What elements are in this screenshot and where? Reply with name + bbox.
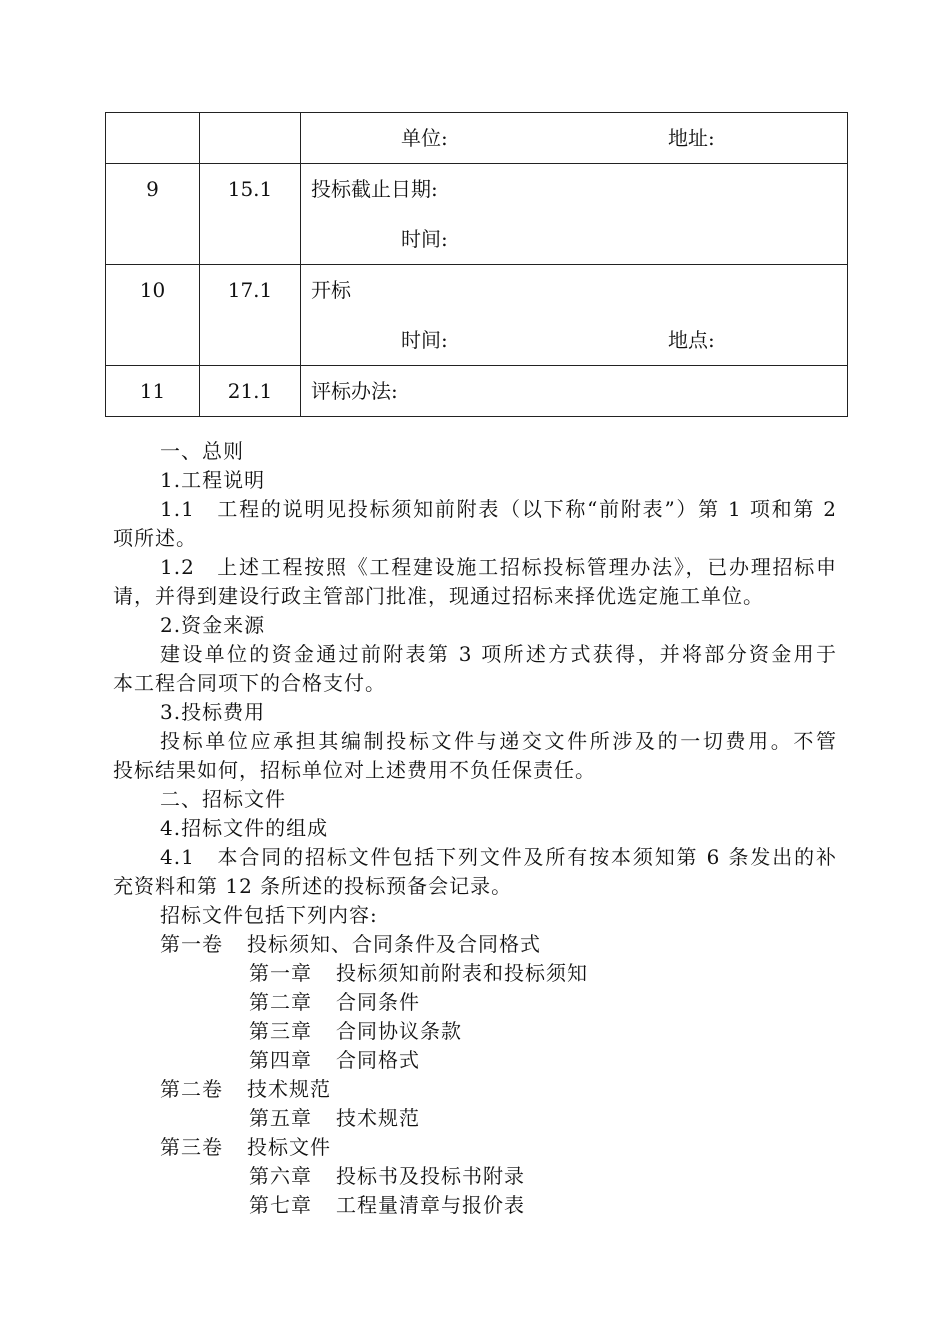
paragraph-line: 4.1 本合同的招标文件包括下列文件及所有按本须知第 6 条发出的补 <box>160 845 837 869</box>
paragraph-line: 本工程合同项下的合格支付。 <box>113 671 386 695</box>
toc-chapter-2 <box>113 988 837 1017</box>
time-label: 时间: <box>401 227 448 251</box>
toc-chapter-7 <box>113 1191 837 1220</box>
toc-chapter-label: 第三章 <box>249 1019 312 1043</box>
body-text <box>113 437 837 1220</box>
toc-chapter-title: 投标书及投标书附录 <box>336 1164 525 1188</box>
toc-chapter-title: 合同条件 <box>336 990 420 1014</box>
subsection-heading: 3.投标费用 <box>160 700 266 724</box>
toc-chapter-label: 第六章 <box>249 1164 312 1188</box>
paragraph-line: 投标结果如何，招标单位对上述费用不负任保责任。 <box>113 758 596 782</box>
row-number-cell: 11 <box>106 366 200 417</box>
unit-label: 单位: <box>401 126 448 150</box>
row-number-cell: 10 <box>106 265 200 366</box>
toc-chapter-title: 投标须知前附表和投标须知 <box>336 961 588 985</box>
toc-chapter-label: 第一章 <box>249 961 312 985</box>
paragraph-line: 投标单位应承担其编制投标文件与递交文件所涉及的一切费用。不管 <box>160 729 837 753</box>
section-heading: 一、总则 <box>160 439 244 463</box>
toc-volume-label: 第二卷 <box>160 1077 223 1101</box>
toc-volume-3 <box>113 1133 837 1162</box>
subsection-heading: 4.招标文件的组成 <box>160 816 329 840</box>
toc-chapter-title: 工程量清章与报价表 <box>336 1193 525 1217</box>
toc-chapter-5 <box>113 1104 837 1133</box>
time-label: 时间: <box>401 328 448 352</box>
toc-chapter-label: 第七章 <box>249 1193 312 1217</box>
bid-deadline-label: 投标截止日期: <box>311 177 438 201</box>
toc-chapter-6 <box>113 1162 837 1191</box>
toc-chapter-1 <box>113 959 837 988</box>
toc-volume-title: 技术规范 <box>247 1077 331 1101</box>
table-row <box>106 113 848 164</box>
toc-chapter-title: 合同格式 <box>336 1048 420 1072</box>
toc-volume-title: 投标须知、合同条件及合同格式 <box>247 932 541 956</box>
toc-chapter-label: 第四章 <box>249 1048 312 1072</box>
toc-chapter-title: 合同协议条款 <box>336 1019 462 1043</box>
toc-volume-1 <box>113 930 837 959</box>
paragraph-line: 充资料和第 12 条所述的投标预备会记录。 <box>113 874 513 898</box>
toc-volume-title: 投标文件 <box>247 1135 331 1159</box>
bid-opening-label: 开标 <box>311 278 351 302</box>
content-cell <box>301 164 848 265</box>
content-cell <box>301 113 848 164</box>
subsection-heading: 2.资金来源 <box>160 613 266 637</box>
row-number-cell: 9 <box>106 164 200 265</box>
toc-chapter-3 <box>113 1017 837 1046</box>
paragraph-line: 项所述。 <box>113 526 197 550</box>
location-label: 地点: <box>668 328 715 352</box>
row-number-cell <box>106 113 200 164</box>
section-heading: 二、招标文件 <box>160 787 286 811</box>
toc-chapter-4 <box>113 1046 837 1075</box>
clause-number-cell: 21.1 <box>200 366 301 417</box>
table-row <box>106 265 848 366</box>
toc-chapter-label: 第五章 <box>249 1106 312 1130</box>
paragraph-line: 1.1 工程的说明见投标须知前附表（以下称“前附表”）第 1 项和第 2 <box>160 497 837 521</box>
evaluation-method-label: 评标办法: <box>311 379 398 403</box>
subsection-heading: 1.工程说明 <box>160 468 266 492</box>
address-label: 地址: <box>668 126 715 150</box>
toc-chapter-label: 第二章 <box>249 990 312 1014</box>
bid-appendix-table <box>105 112 848 417</box>
content-cell <box>301 366 848 417</box>
clause-number-cell: 17.1 <box>200 265 301 366</box>
clause-number-cell <box>200 113 301 164</box>
table-row <box>106 366 848 417</box>
paragraph-line: 建设单位的资金通过前附表第 3 项所述方式获得，并将部分资金用于 <box>160 642 837 666</box>
paragraph-line: 请，并得到建设行政主管部门批准，现通过招标来择优选定施工单位。 <box>113 584 764 608</box>
toc-chapter-title: 技术规范 <box>336 1106 420 1130</box>
toc-volume-label: 第三卷 <box>160 1135 223 1159</box>
paragraph-line: 招标文件包括下列内容: <box>160 903 378 927</box>
toc-volume-label: 第一卷 <box>160 932 223 956</box>
toc-volume-2 <box>113 1075 837 1104</box>
clause-number-cell: 15.1 <box>200 164 301 265</box>
table-row <box>106 164 848 265</box>
paragraph-line: 1.2 上述工程按照《工程建设施工招标投标管理办法》，已办理招标申 <box>160 555 837 579</box>
content-cell <box>301 265 848 366</box>
